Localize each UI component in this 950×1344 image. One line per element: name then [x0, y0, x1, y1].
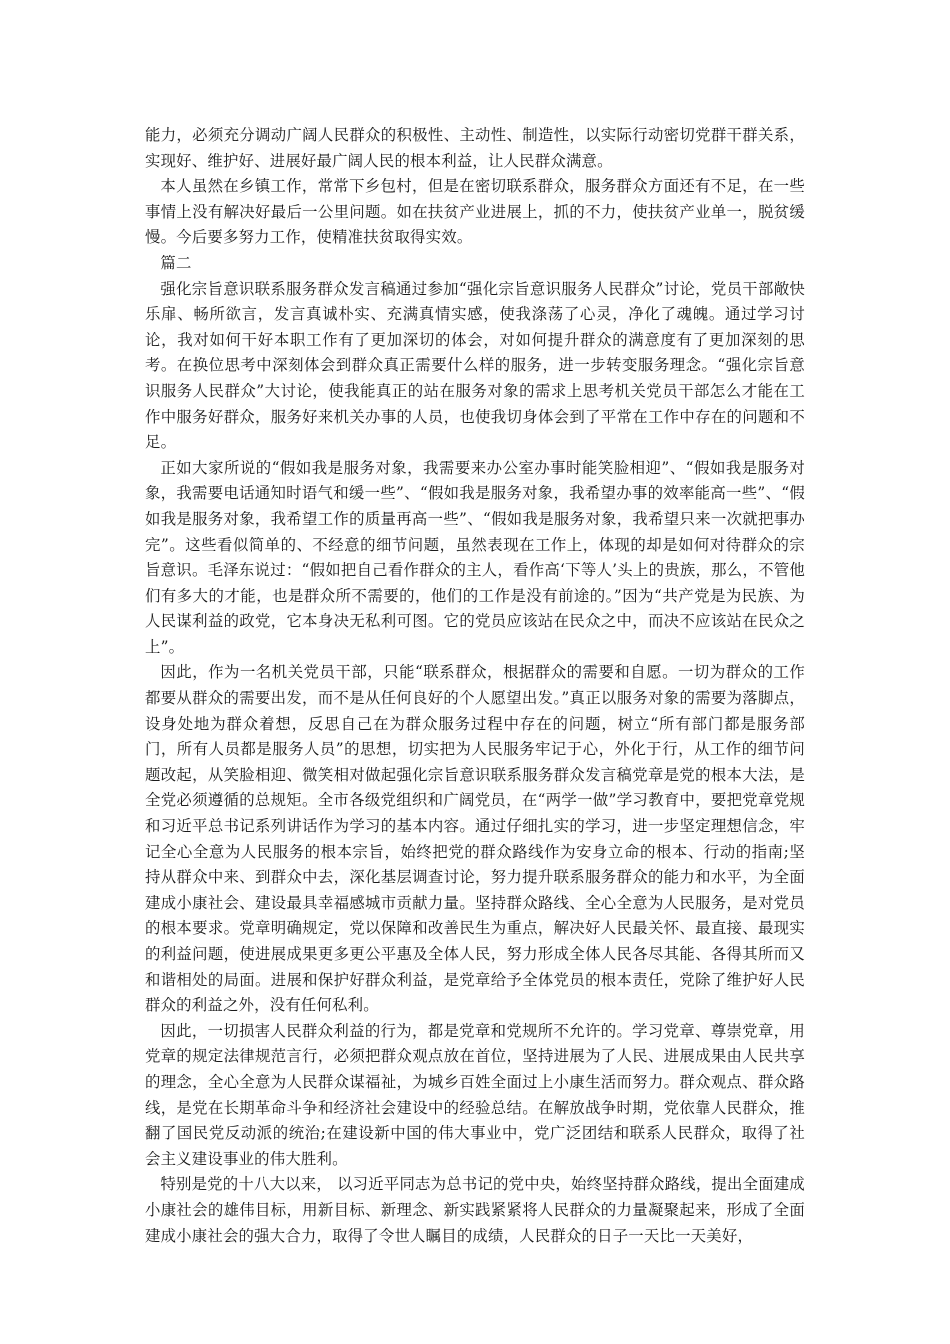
paragraph-self-assessment: 本人虽然在乡镇工作，常常下乡包村，但是在密切联系群众，服务群众方面还有不足，在一些事情上没有解决好最后一公里问题。如在扶贫产业进展上，抓的不力，使扶贫产业单一，脱贫缓慢。今后要多努力工作，使精准扶贫取得实效。 [145, 177, 805, 247]
paragraph-discussion: 强化宗旨意识联系服务群众发言稿通过参加“强化宗旨意识服务人民群众”讨论，党员干部敞快乐扉、畅所欲言，发言真诚朴实、充满真情实感，使我涤荡了心灵，净化了魂魄。通过学习讨论，我对如何干好本职工作有了更加深切的体会，对如何提升群众的满意度有了更加深刻的思考。在换位思考中深刻体会到群众真正需要什么样的服务，进一步转变服务理念。“强化宗旨意识服务人民群众”大讨论，使我能真正的站在服务对象的需求上思考机关党员干部怎么才能在工作中服务好群众，服务好来机关办事的人员，也使我切身体会到了平常在工作中存在的问题和不足。 [145, 279, 805, 452]
paragraph-eighteenth-congress: 特别是党的十八大以来， 以习近平同志为总书记的党中央，始终坚持群众路线，提出全面建成小康社会的雄伟目标，用新目标、新理念、新实践紧紧将人民群众的力量凝聚起来，形成了全面建成小康社会的强大合力，取得了令世人瞩目的成绩，人民群众的日子一天比一天美好， [145, 1175, 805, 1245]
paragraph-party-constitution: 因此，作为一名机关党员干部，只能“联系群众，根据群众的需要和自愿。一切为群众的工作都要从群众的需要出发，而不是从任何良好的个人愿望出发。”真正以服务对象的需要为落脚点，设身处地为群众着想，反思自己在为群众服务过程中存在的问题，树立“所有部门都是服务部门，所有人员都是服务人员”的思想，切实把为人民服务牢记于心，外化于行，从工作的细节问题改起，从笑脸相迎、微笑相对做起强化宗旨意识联系服务群众发言稿党章是党的根本大法，是全党必须遵循的总规矩。全市各级党组织和广阔党员，在“两学一做”学习教育中，要把党章党规和习近平总书记系列讲话作为学习的基本内容。通过仔细扎实的学习，进一步坚定理想信念，牢记全心全意为人民服务的根本宗旨，始终把党的群众路线作为安身立命的根本、行动的指南;坚持从群众中来、到群众中去，深化基层调查讨论，努力提升联系服务群众的能力和水平，为全面建成小康社会、建设最具幸福感城市贡献力量。坚持群众路线、全心全意为人民服务，是对党员的根本要求。党章明确规定，党以保障和改善民生为重点，解决好人民最关怀、最直接、最现实的利益问题，使进展成果更多更公平惠及全体人民，努力形成全体人民各尽其能、各得其所而又和谐相处的局面。进展和保护好群众利益，是党章给予全体党员的根本责任，党除了维护好人民群众的利益之外，没有任何私利。 [145, 663, 805, 1015]
paragraph-mass-line: 因此，一切损害人民群众利益的行为，都是党章和党规所不允许的。学习党章、尊崇党章，用党章的规定法律规范言行，必须把群众观点放在首位，坚持进展为了人民、进展成果由人民共享的理念，全心全意为人民群众谋福祉，为城乡百姓全面过上小康生活而努力。群众观点、群众路线，是党在长期革命斗争和经济社会建设中的经验总结。在解放战争时期，党依靠人民群众，推翻了国民党反动派的统治;在建设新中国的伟大事业中，党广泛团结和联系人民群众，取得了社会主义建设事业的伟大胜利。 [145, 1021, 805, 1168]
paragraph-service-object: 正如大家所说的“假如我是服务对象，我需要来办公室办事时能笑脸相迎”、“假如我是服务对象，我需要电话通知时语气和缓一些”、“假如我是服务对象，我希望办事的效率能高一些”、“假如我是服务对象，我希望工作的质量再高一些”、“假如我是服务对象，我希望只来一次就把事办完”。这些看似简单的、不经意的细节问题，虽然表现在工作上，体现的却是如何对待群众的宗旨意识。毛泽东说过：“假如把自己看作群众的主人，看作高‘下等人’头上的贵族，那么，不管他们有多大的才能，也是群众所不需要的，他们的工作是没有前途的。”因为“共产党是为民族、为人民谋利益的政党，它本身决无私利可图。它的党员应该站在民众之中，而决不应该站在民众之上”。 [145, 458, 805, 656]
section-heading: 篇二 [160, 253, 192, 272]
document-body [145, 123, 805, 1249]
paragraph-continued: 能力，必须充分调动广阔人民群众的积极性、主动性、制造性，以实际行动密切党群干群关系，实现好、维护好、进展好最广阔人民的根本利益，让人民群众满意。 [145, 126, 805, 170]
